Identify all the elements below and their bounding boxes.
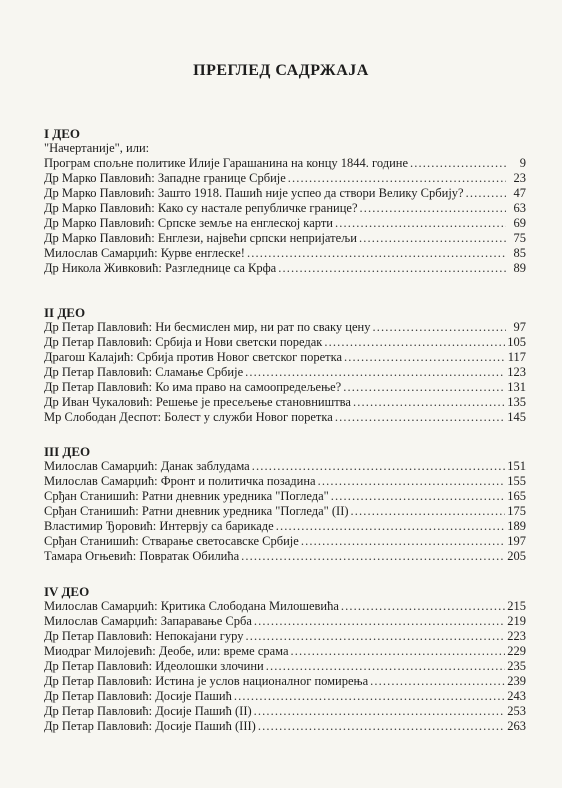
entry-title: Срђан Станишић: Стварање светосавске Србије bbox=[44, 534, 299, 548]
entry-page: 145 bbox=[507, 410, 526, 424]
toc-entry bbox=[44, 489, 526, 504]
dot-leader bbox=[359, 231, 506, 246]
dot-leader bbox=[351, 504, 506, 519]
entry-page: 197 bbox=[507, 534, 526, 548]
entry-page: 155 bbox=[507, 474, 526, 488]
dot-leader bbox=[343, 380, 505, 395]
entry-title: Мр Слободан Деспот: Болест у служби Новог поретка bbox=[44, 410, 333, 424]
toc-section-1 bbox=[44, 126, 526, 276]
dot-leader bbox=[370, 674, 505, 689]
dot-leader bbox=[335, 410, 505, 425]
toc-entry bbox=[44, 171, 526, 186]
dot-leader bbox=[252, 459, 506, 474]
entry-page: 175 bbox=[507, 504, 526, 518]
entry-title: Др Марко Павловић: Западне границе Србије bbox=[44, 171, 286, 185]
entry-title: Др Марко Павловић: Српске земље на енглеској карти bbox=[44, 216, 333, 230]
section-heading: II ДЕО bbox=[44, 305, 86, 320]
entry-title: Др Петар Павловић: Досије Пашић bbox=[44, 689, 232, 703]
toc-entry bbox=[44, 534, 526, 549]
entry-title: Др Марко Павловић: Како су настале републичке границе? bbox=[44, 201, 358, 215]
dot-leader bbox=[254, 704, 506, 719]
entry-page: 229 bbox=[507, 644, 526, 658]
entry-page: 47 bbox=[513, 186, 526, 200]
toc-entry bbox=[44, 410, 526, 425]
entry-title: Милослав Самарџић: Курве енглеске! bbox=[44, 246, 245, 260]
entry-page: 23 bbox=[513, 171, 526, 185]
toc-entry bbox=[44, 629, 526, 644]
dot-leader bbox=[258, 719, 505, 734]
entry-page: 263 bbox=[507, 719, 526, 733]
toc-entry bbox=[44, 674, 526, 689]
entry-page: 75 bbox=[513, 231, 526, 245]
toc-entry bbox=[44, 395, 526, 410]
entry-title: Др Петар Павловић: Непокајани гуру bbox=[44, 629, 244, 643]
entry-page: 89 bbox=[513, 261, 526, 275]
entry-title: Властимир Ђоровић: Интервју са барикаде bbox=[44, 519, 274, 533]
section-heading: IV ДЕО bbox=[44, 584, 90, 599]
entry-page: 63 bbox=[513, 201, 526, 215]
dot-leader bbox=[241, 549, 505, 564]
dot-leader bbox=[254, 614, 505, 629]
entry-title: Милослав Самарџић: Фронт и политичка позадина bbox=[44, 474, 316, 488]
dot-leader bbox=[410, 156, 506, 171]
entry-title: Др Марко Павловић: Енглези, највећи српски непријатељи bbox=[44, 231, 357, 245]
dot-leader bbox=[344, 350, 506, 365]
entry-page: 151 bbox=[507, 459, 526, 473]
entry-title: Др Петар Павловић: Истина је услов националног помирења bbox=[44, 674, 369, 688]
entry-page: 123 bbox=[507, 365, 526, 379]
entry-title: Др Марко Павловић: Зашто 1918. Пашић није успео да створи Велику Србију? bbox=[44, 186, 464, 200]
entry-page: 253 bbox=[507, 704, 526, 718]
toc-entry bbox=[44, 549, 526, 564]
toc-entry bbox=[44, 335, 526, 350]
entry-title: Др Петар Павловић: Сламање Србије bbox=[44, 365, 244, 379]
section-intro: "Начертаније", или: bbox=[44, 141, 150, 155]
toc-entry bbox=[44, 216, 526, 231]
dot-leader bbox=[324, 335, 505, 350]
dot-leader bbox=[466, 186, 506, 201]
entry-page: 97 bbox=[513, 320, 526, 334]
entry-title: Др Иван Чукаловић: Решење је пресељење становништва bbox=[44, 395, 351, 409]
toc-entry bbox=[44, 689, 526, 704]
dot-leader bbox=[278, 261, 506, 276]
entry-title: Др Никола Живковић: Разгледнице са Крфа bbox=[44, 261, 277, 275]
entry-page: 117 bbox=[507, 350, 526, 364]
entry-title: Драгош Калајић: Србија против Новог светског поретка bbox=[44, 350, 343, 364]
entry-page: 189 bbox=[507, 519, 526, 533]
entry-page: 85 bbox=[513, 246, 526, 260]
toc-entry bbox=[44, 320, 526, 335]
entry-page: 131 bbox=[507, 380, 526, 394]
dot-leader bbox=[318, 474, 506, 489]
toc-section-4 bbox=[44, 584, 526, 734]
dot-leader bbox=[288, 171, 506, 186]
entry-title: Срђан Станишић: Ратни дневник уредника "Погледа" bbox=[44, 489, 329, 503]
entry-title: Милослав Самарџић: Данак заблудама bbox=[44, 459, 250, 473]
toc-entry bbox=[44, 459, 526, 474]
dot-leader bbox=[335, 216, 506, 231]
dot-leader bbox=[341, 599, 505, 614]
dot-leader bbox=[247, 246, 506, 261]
toc-entry bbox=[44, 246, 526, 261]
toc-entry bbox=[44, 231, 526, 246]
toc-section-3 bbox=[44, 444, 526, 564]
toc-entry bbox=[44, 350, 526, 365]
entry-page: 69 bbox=[513, 216, 526, 230]
entry-page: 9 bbox=[519, 156, 526, 170]
toc-entry bbox=[44, 186, 526, 201]
entry-page: 105 bbox=[507, 335, 526, 349]
entry-title: Др Петар Павловић: Идеолошки злочини bbox=[44, 659, 264, 673]
section-heading: III ДЕО bbox=[44, 444, 91, 459]
entry-page: 239 bbox=[507, 674, 526, 688]
entry-title: Милослав Самарџић: Критика Слободана Милошевића bbox=[44, 599, 339, 613]
entry-title: Срђан Станишић: Ратни дневник уредника "Погледа" (II) bbox=[44, 504, 349, 518]
entry-page: 235 bbox=[507, 659, 526, 673]
dot-leader bbox=[360, 201, 507, 216]
toc-entry bbox=[44, 261, 526, 276]
dot-leader bbox=[291, 644, 506, 659]
entry-page: 223 bbox=[507, 629, 526, 643]
entry-page: 165 bbox=[507, 489, 526, 503]
entry-title: Програм спољне политике Илије Гарашанина на концу 1844. године bbox=[44, 156, 409, 170]
dot-leader bbox=[245, 365, 505, 380]
entry-title: Милослав Самарџић: Запаравање Срба bbox=[44, 614, 252, 628]
entry-title: Др Петар Павловић: Досије Пашић (II) bbox=[44, 704, 252, 718]
entry-page: 219 bbox=[507, 614, 526, 628]
toc-entry bbox=[44, 156, 526, 171]
toc-entry bbox=[44, 614, 526, 629]
entry-page: 205 bbox=[507, 549, 526, 563]
dot-leader bbox=[234, 689, 505, 704]
toc-entry bbox=[44, 519, 526, 534]
dot-leader bbox=[266, 659, 506, 674]
dot-leader bbox=[353, 395, 505, 410]
entry-title: Др Петар Павловић: Србија и Нови светски поредак bbox=[44, 335, 323, 349]
toc-entry bbox=[44, 644, 526, 659]
page-title: ПРЕГЛЕД САДРЖАЈА bbox=[193, 62, 369, 79]
dot-leader bbox=[276, 519, 506, 534]
toc-section-2 bbox=[44, 305, 526, 425]
toc-entry bbox=[44, 474, 526, 489]
entry-title: Др Петар Павловић: Ко има право на самоопредељење? bbox=[44, 380, 342, 394]
entry-page: 135 bbox=[507, 395, 526, 409]
toc-entry bbox=[44, 599, 526, 614]
entry-page: 243 bbox=[507, 689, 526, 703]
toc-entry bbox=[44, 719, 526, 734]
dot-leader bbox=[301, 534, 505, 549]
entry-page: 215 bbox=[507, 599, 526, 613]
toc-entry bbox=[44, 380, 526, 395]
toc-entry bbox=[44, 365, 526, 380]
entry-title: Тамара Огњевић: Повратак Обилића bbox=[44, 549, 240, 563]
section-heading: I ДЕО bbox=[44, 126, 81, 141]
entry-title: Др Петар Павловић: Ни бесмислен мир, ни рат по сваку цену bbox=[44, 320, 371, 334]
toc-entry bbox=[44, 659, 526, 674]
entry-title: Др Петар Павловић: Досије Пашић (III) bbox=[44, 719, 256, 733]
toc-entry bbox=[44, 704, 526, 719]
entry-title: Миодраг Милојевић: Деобе, или: време срама bbox=[44, 644, 289, 658]
dot-leader bbox=[331, 489, 505, 504]
toc-entry bbox=[44, 504, 526, 519]
toc-entry bbox=[44, 201, 526, 216]
dot-leader bbox=[245, 629, 505, 644]
dot-leader bbox=[372, 320, 506, 335]
